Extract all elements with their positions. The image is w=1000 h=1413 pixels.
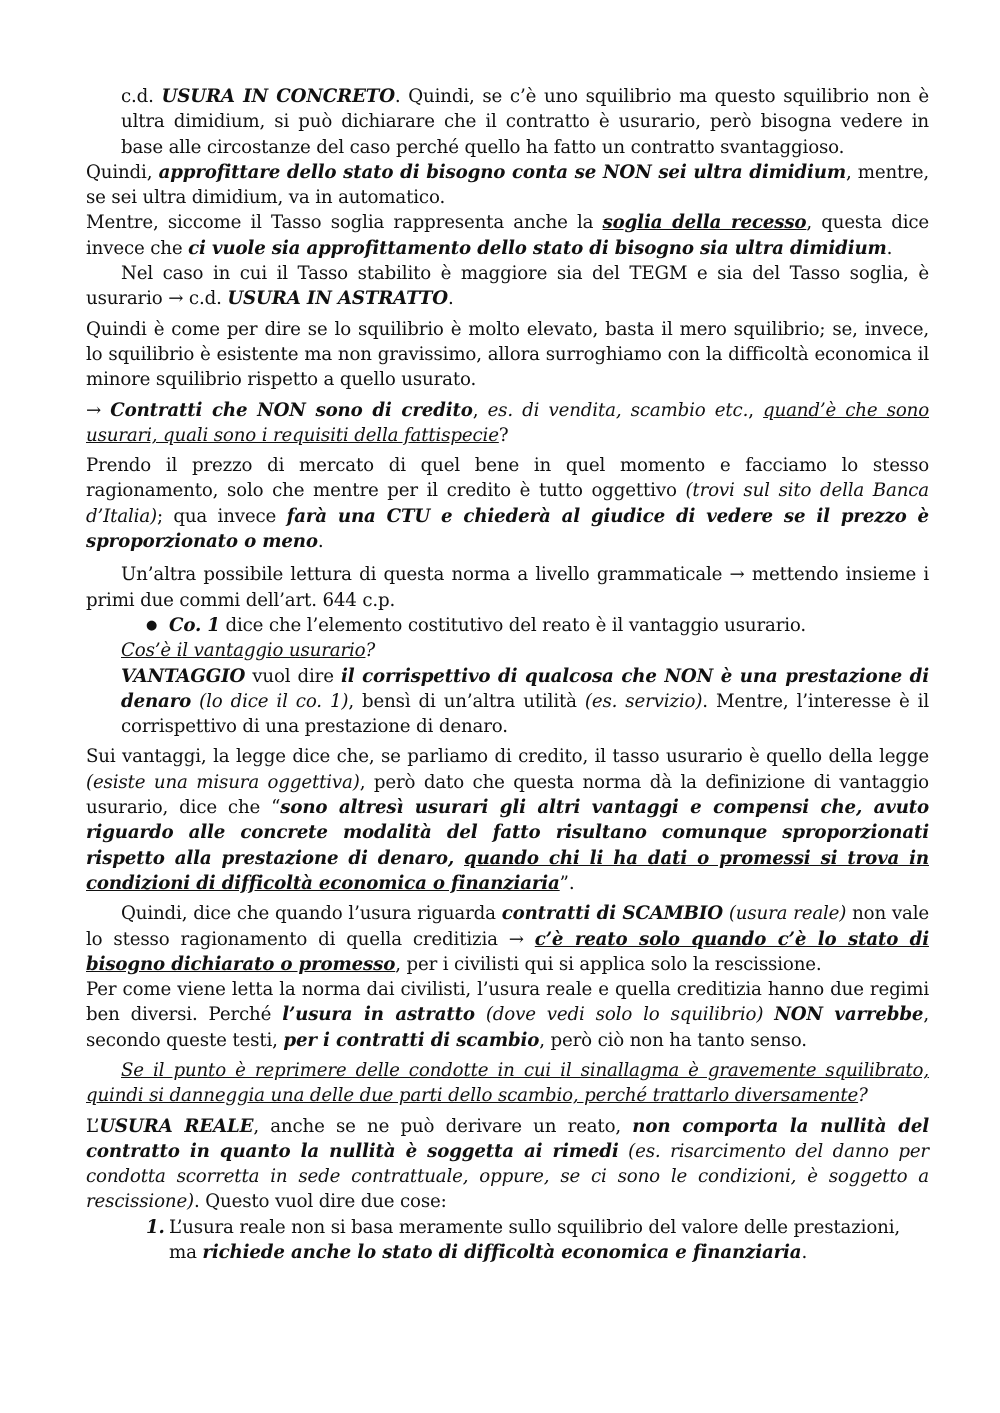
paragraph-usura-in-astratto bbox=[86, 261, 929, 312]
question-vantaggio-usurario bbox=[86, 638, 929, 663]
emphasis: NON varrebbe bbox=[774, 1004, 924, 1026]
paragraph-usura-reale bbox=[86, 1114, 929, 1215]
emphasis: il corrispettivo di qualcosa che NON è una prestazione di denaro bbox=[121, 665, 929, 712]
text: c.d. bbox=[121, 86, 162, 107]
emphasis: farà una CTU e chiederà al giudice di vedere se il prezzo è sproporzionato o meno bbox=[86, 505, 929, 553]
text: ”. bbox=[559, 872, 575, 894]
text: , bbox=[748, 399, 764, 421]
emphasis: Contratti che NON sono di credito bbox=[110, 399, 473, 421]
paragraph-tasso-soglia bbox=[86, 210, 929, 261]
aside: (lo dice il co. 1) bbox=[199, 690, 349, 712]
text bbox=[475, 1004, 486, 1025]
aside: (usura reale) bbox=[728, 903, 847, 925]
paragraph-contratti-non-credito bbox=[86, 398, 929, 449]
text: , però dato che questa norma dà la definizione di vantaggio usurario, dice che “ bbox=[86, 771, 929, 819]
text: . bbox=[886, 237, 893, 259]
text bbox=[191, 691, 199, 712]
emphasis: non comporta la nullità del contratto in quanto la nullità è soggetta ai rimedi bbox=[86, 1115, 929, 1162]
numbered-list bbox=[86, 1215, 929, 1266]
text: ? bbox=[858, 1085, 868, 1107]
text: Quindi, dice che quando l’usura riguarda bbox=[121, 903, 502, 925]
text: dice che l’elemento costitutivo del reato è il vantaggio usurario. bbox=[219, 614, 807, 636]
text bbox=[619, 1141, 629, 1162]
emphasis: per i contratti di scambio bbox=[283, 1029, 540, 1051]
text: , mentre, se sei ultra dimidium, va in automatico. bbox=[86, 161, 930, 209]
text: Nel caso in cui il Tasso stabilito è maggiore sia del TEGM e sia del Tasso soglia, è usurario → c.d. bbox=[86, 263, 929, 310]
text: , bensì di un’altra utilità bbox=[348, 690, 585, 712]
text: Mentre, siccome il Tasso soglia rappresenta anche la bbox=[86, 212, 603, 234]
quote: sono altresì usurari gli altri vantaggi e compensi che, avuto riguardo alle concrete modalità del fatto risultano comunque sproporzionati rispetto alla prestazione di denaro, bbox=[86, 797, 929, 869]
text: ; qua invece bbox=[156, 505, 287, 527]
aside: (es. servizio) bbox=[584, 690, 703, 712]
text: , questa dice invece che bbox=[86, 212, 930, 259]
document-page bbox=[86, 84, 929, 1265]
text: , però ciò non ha tanto senso. bbox=[539, 1029, 807, 1051]
text: , anche se ne può derivare un reato, bbox=[253, 1115, 633, 1137]
text: . Mentre, l’interesse è il corrispettivo di una prestazione di denaro. bbox=[121, 690, 930, 738]
paragraph-civilisti bbox=[86, 977, 929, 1053]
emphasis: approfittare dello stato di bisogno conta se NON sei ultra dimidium bbox=[158, 161, 846, 183]
paragraph-sui-vantaggi bbox=[86, 744, 929, 896]
quote-underlined: quando chi li ha dati o promessi si trova in condizioni di difficoltà economica o finanziaria bbox=[86, 847, 929, 894]
text: vuol dire bbox=[245, 665, 341, 687]
emphasis: c’è reato solo quando c’è lo stato di bisogno dichiarato o promesso bbox=[86, 928, 930, 975]
question: Se il punto è reprimere delle condotte in cui il sinallagma è gravemente squilibrato, quindi si danneggia una delle due parti dello scambio, perché trattarlo diversamente bbox=[86, 1059, 929, 1107]
paragraph-lettura-grammaticale: Un’altra possibile lettura di questa norma a livello grammaticale → mettendo insieme i primi due commi dell’art. 644 c.p. bbox=[86, 564, 929, 611]
paragraph-vantaggio bbox=[86, 664, 929, 740]
text: Prendo il prezzo di mercato di quel bene in quel momento e facciamo lo stesso ragionamento, solo che mentre per il credito è tutto oggettivo bbox=[86, 455, 929, 502]
emphasis: soglia della recesso bbox=[602, 212, 807, 234]
text: . Questo vuol dire due cose: bbox=[194, 1191, 447, 1213]
text: L’ bbox=[86, 1115, 100, 1137]
text: ? bbox=[365, 640, 376, 662]
aside: (trovi sul sito della Banca d’Italia) bbox=[86, 480, 930, 527]
emphasis: l’usura in astratto bbox=[282, 1004, 475, 1026]
question: Cos’è il vantaggio usurario bbox=[121, 640, 366, 662]
arrow-icon: → bbox=[86, 399, 111, 421]
emphasis: ci vuole sia approfittamento dello stato di bisogno sia ultra dimidium bbox=[188, 237, 887, 259]
text: . bbox=[801, 1242, 808, 1264]
text: L’usura reale non si basa meramente sullo squilibrio del valore delle prestazioni, ma bbox=[169, 1216, 900, 1264]
term-usura-in-concreto: USURA IN CONCRETO bbox=[161, 86, 395, 107]
text: . bbox=[317, 531, 324, 553]
paragraph-prezzo-di-mercato bbox=[86, 453, 929, 554]
paragraph-squilibrio: Quindi è come per dire se lo squilibrio è molto elevato, basta il mero squilibrio; se, invece, lo squilibrio è esistente ma non gravissimo, allora surroghiamo con la difficoltà economica il minore squilibrio rispetto a quello usurato. bbox=[86, 318, 929, 391]
aside: (dove vedi solo lo squilibrio) bbox=[485, 1004, 764, 1026]
term-usura-in-astratto: USURA IN ASTRATTO bbox=[227, 288, 448, 310]
text: Sui vantaggi, la legge dice che, se parliamo di credito, il tasso usurario è quello della legge bbox=[86, 746, 929, 768]
list-item bbox=[86, 1215, 929, 1266]
emphasis: richiede anche lo stato di difficoltà economica e finanziaria bbox=[202, 1242, 802, 1264]
question: quand’è che sono usurari, quali sono i requisiti della fattispecie bbox=[86, 399, 930, 446]
bullet-list bbox=[86, 613, 929, 638]
emphasis: contratti di SCAMBIO bbox=[501, 903, 723, 925]
term-co-1: Co. 1 bbox=[169, 614, 220, 636]
text: , per i civilisti qui si applica solo la rescissione. bbox=[395, 953, 822, 975]
term-vantaggio: VANTAGGIO bbox=[121, 665, 246, 687]
text: , secondo queste testi, bbox=[86, 1004, 929, 1051]
list-number: 1. bbox=[146, 1216, 165, 1238]
paragraph-sinallagma bbox=[86, 1058, 929, 1109]
term-usura-reale: USURA REALE bbox=[99, 1115, 254, 1137]
text: Per come viene letta la norma dai civilisti, l’usura reale e quella creditizia hanno due regimi ben diversi. Perché bbox=[86, 979, 929, 1026]
paragraph-contratti-di-scambio bbox=[86, 901, 929, 977]
aside: (esiste una misura oggettiva) bbox=[86, 771, 360, 793]
paragraph-approfittare bbox=[86, 160, 929, 211]
text bbox=[763, 1004, 774, 1025]
paragraph-usura-in-concreto bbox=[86, 84, 929, 160]
text: . bbox=[447, 288, 454, 310]
text: . Quindi, se c’è uno squilibrio ma questo squilibrio non è ultra dimidium, si può dichiarare che il contratto è usurario, però bisogna vedere in base alle circostanze del caso perché quello ha fatto un contratto svantaggioso. bbox=[121, 86, 929, 158]
aside: (es. risarcimento del danno per condotta scorretta in sede contrattuale, oppure, se ci sono le condizioni, è soggetto a rescissione) bbox=[86, 1140, 929, 1213]
text: Quindi, bbox=[86, 161, 159, 183]
text: non vale lo stesso ragionamento di quella creditizia → bbox=[86, 903, 930, 950]
text: ? bbox=[498, 424, 509, 446]
text: , bbox=[472, 399, 488, 421]
list-item bbox=[86, 613, 929, 638]
example: es. di vendita, scambio etc. bbox=[487, 399, 749, 421]
